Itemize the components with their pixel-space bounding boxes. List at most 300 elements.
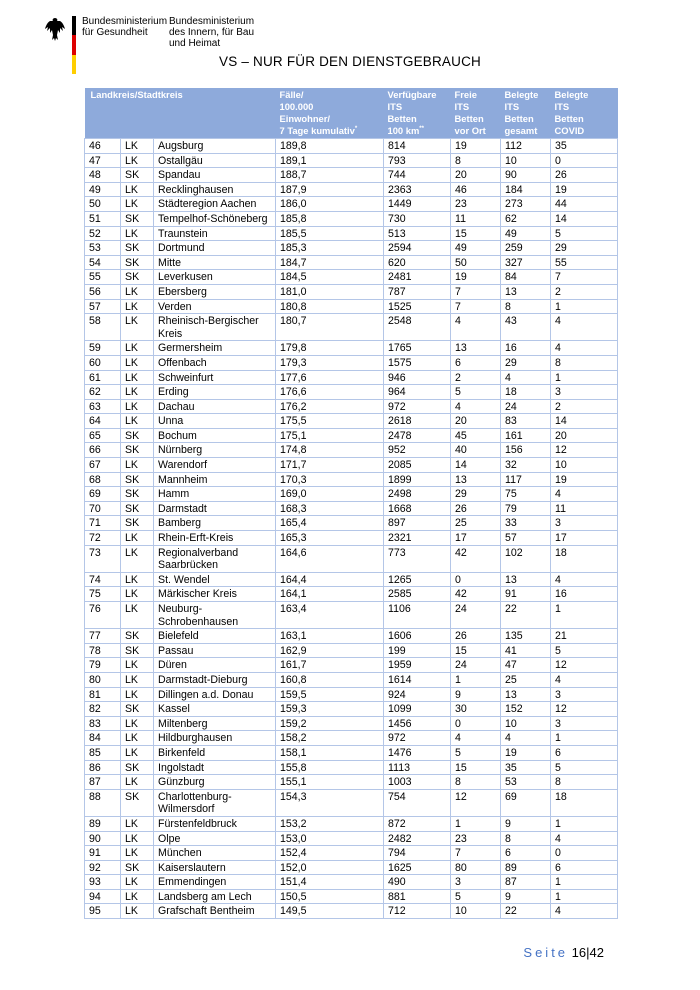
cell-type: LK [121,672,154,687]
cell-covid: 55 [551,255,618,270]
cell-covid: 1 [551,299,618,314]
cell-free: 23 [451,831,501,846]
table-row [85,672,618,687]
cell-rank: 64 [85,414,121,429]
cell-avail: 794 [384,846,451,861]
cell-free: 20 [451,168,501,183]
cell-occ: 10 [501,153,551,168]
cell-avail: 1456 [384,716,451,731]
cell-type: SK [121,643,154,658]
cell-free: 46 [451,182,501,197]
cell-free: 40 [451,443,501,458]
cell-avail: 972 [384,399,451,414]
cell-free: 0 [451,716,501,731]
cell-free: 13 [451,472,501,487]
cell-occ: 117 [501,472,551,487]
ministry-interior-label: Bundesministerium des Innern, für Bau und Heimat [169,16,255,49]
table-row [85,587,618,602]
cell-cases: 155,8 [276,760,384,775]
cell-name: München [154,846,276,861]
cell-type: LK [121,602,154,629]
cell-name: Kassel [154,702,276,717]
cell-covid: 35 [551,139,618,154]
cell-name: Olpe [154,831,276,846]
cell-rank: 58 [85,314,121,341]
cell-type: SK [121,255,154,270]
cell-type: LK [121,572,154,587]
cell-covid: 4 [551,572,618,587]
cell-name: Offenbach [154,355,276,370]
cell-name: Bielefeld [154,629,276,644]
cell-cases: 179,8 [276,341,384,356]
cell-occ: 75 [501,487,551,502]
cell-occ: 112 [501,139,551,154]
footer-separator: | [586,945,590,960]
cell-covid: 1 [551,731,618,746]
cell-free: 80 [451,860,501,875]
cell-covid: 1 [551,816,618,831]
cell-occ: 9 [501,889,551,904]
cell-name: Mitte [154,255,276,270]
cell-name: Dachau [154,399,276,414]
cell-name: Emmendingen [154,875,276,890]
cell-name: Bochum [154,428,276,443]
table-row [85,545,618,572]
cell-free: 49 [451,241,501,256]
cell-cases: 171,7 [276,458,384,473]
cell-covid: 1 [551,370,618,385]
cell-free: 26 [451,629,501,644]
cell-avail: 490 [384,875,451,890]
cell-type: SK [121,443,154,458]
cell-name: Ostallgäu [154,153,276,168]
cell-occ: 13 [501,284,551,299]
table-row [85,284,618,299]
cell-name: Grafschaft Bentheim [154,904,276,919]
cell-cases: 158,1 [276,745,384,760]
cell-covid: 5 [551,226,618,241]
cell-type: LK [121,545,154,572]
cell-occ: 69 [501,789,551,816]
cell-cases: 163,4 [276,602,384,629]
cell-cases: 164,4 [276,572,384,587]
cell-occ: 156 [501,443,551,458]
cell-covid: 44 [551,197,618,212]
cell-cases: 154,3 [276,789,384,816]
cell-avail: 754 [384,789,451,816]
cell-avail: 2548 [384,314,451,341]
cell-avail: 1614 [384,672,451,687]
table-row [85,255,618,270]
cell-rank: 74 [85,572,121,587]
table-row [85,443,618,458]
cell-covid: 3 [551,516,618,531]
table-row [85,904,618,919]
cell-type: LK [121,299,154,314]
cell-rank: 82 [85,702,121,717]
cell-name: Germersheim [154,341,276,356]
cell-name: Unna [154,414,276,429]
cell-type: LK [121,731,154,746]
cell-cases: 165,3 [276,531,384,546]
cell-name: Augsburg [154,139,276,154]
cell-avail: 1899 [384,472,451,487]
cell-avail: 881 [384,889,451,904]
cell-occ: 25 [501,672,551,687]
cell-avail: 2585 [384,587,451,602]
cell-rank: 73 [85,545,121,572]
cell-covid: 4 [551,831,618,846]
cell-rank: 47 [85,153,121,168]
cell-name: Landsberg am Lech [154,889,276,904]
table-row [85,487,618,502]
cell-free: 5 [451,385,501,400]
cell-covid: 4 [551,341,618,356]
cell-rank: 89 [85,816,121,831]
cell-name: Charlottenburg- Wilmersdorf [154,789,276,816]
cell-name: Passau [154,643,276,658]
cell-rank: 79 [85,658,121,673]
cell-type: LK [121,414,154,429]
table-row [85,458,618,473]
cell-type: LK [121,341,154,356]
cell-free: 14 [451,458,501,473]
cell-rank: 76 [85,602,121,629]
cell-avail: 1575 [384,355,451,370]
cell-name: Tempelhof-Schöneberg [154,211,276,226]
cell-name: Fürstenfeldbruck [154,816,276,831]
cell-free: 12 [451,789,501,816]
cell-avail: 1265 [384,572,451,587]
cell-cases: 177,6 [276,370,384,385]
cell-type: LK [121,385,154,400]
cell-avail: 730 [384,211,451,226]
cell-rank: 59 [85,341,121,356]
cell-cases: 152,0 [276,860,384,875]
table-row [85,775,618,790]
cell-occ: 43 [501,314,551,341]
table-row [85,531,618,546]
cell-avail: 2478 [384,428,451,443]
cell-free: 2 [451,370,501,385]
table-row [85,687,618,702]
table-row [85,472,618,487]
cell-covid: 20 [551,428,618,443]
cell-occ: 24 [501,399,551,414]
table-row [85,516,618,531]
page-footer [523,945,604,960]
cell-free: 17 [451,531,501,546]
cell-avail: 1668 [384,501,451,516]
cell-covid: 10 [551,458,618,473]
table-row [85,226,618,241]
cell-covid: 12 [551,658,618,673]
cell-name: Nürnberg [154,443,276,458]
cell-name: Märkischer Kreis [154,587,276,602]
column-header-occupied-beds: Belegte ITS Betten gesamt [501,88,551,139]
cell-free: 7 [451,299,501,314]
cell-avail: 2321 [384,531,451,546]
cell-name: Günzburg [154,775,276,790]
cell-avail: 946 [384,370,451,385]
cell-name: Leverkusen [154,270,276,285]
cell-rank: 55 [85,270,121,285]
cell-occ: 57 [501,531,551,546]
cell-covid: 7 [551,270,618,285]
cell-avail: 972 [384,731,451,746]
cell-free: 15 [451,760,501,775]
table-row [85,643,618,658]
cell-avail: 964 [384,385,451,400]
cell-covid: 21 [551,629,618,644]
cell-occ: 84 [501,270,551,285]
cell-cases: 175,5 [276,414,384,429]
cell-occ: 89 [501,860,551,875]
cell-free: 7 [451,846,501,861]
cell-occ: 33 [501,516,551,531]
cell-rank: 53 [85,241,121,256]
cell-cases: 164,6 [276,545,384,572]
cell-avail: 2085 [384,458,451,473]
cell-covid: 2 [551,284,618,299]
cell-cases: 189,1 [276,153,384,168]
table-row [85,629,618,644]
cell-type: SK [121,501,154,516]
cell-cases: 159,3 [276,702,384,717]
cell-type: SK [121,241,154,256]
table-row [85,370,618,385]
cell-cases: 155,1 [276,775,384,790]
table-row [85,241,618,256]
cell-free: 42 [451,587,501,602]
table-row [85,816,618,831]
cell-type: SK [121,789,154,816]
table-row [85,355,618,370]
cell-free: 19 [451,139,501,154]
cell-avail: 1099 [384,702,451,717]
cell-occ: 259 [501,241,551,256]
cell-type: LK [121,904,154,919]
cell-rank: 70 [85,501,121,516]
cell-rank: 77 [85,629,121,644]
cell-rank: 68 [85,472,121,487]
cell-free: 4 [451,399,501,414]
cell-cases: 175,1 [276,428,384,443]
cell-rank: 57 [85,299,121,314]
cell-type: SK [121,516,154,531]
table-row [85,428,618,443]
cell-occ: 4 [501,731,551,746]
column-header-covid-beds: Belegte ITS Betten COVID [551,88,618,139]
cell-cases: 160,8 [276,672,384,687]
table-row [85,414,618,429]
cell-cases: 170,3 [276,472,384,487]
cell-avail: 897 [384,516,451,531]
cell-occ: 22 [501,904,551,919]
cell-name: Darmstadt [154,501,276,516]
cell-occ: 8 [501,299,551,314]
cell-occ: 41 [501,643,551,658]
table-row [85,731,618,746]
cell-occ: 273 [501,197,551,212]
cell-avail: 1449 [384,197,451,212]
cell-rank: 80 [85,672,121,687]
cell-covid: 18 [551,545,618,572]
cell-name: Birkenfeld [154,745,276,760]
cell-occ: 32 [501,458,551,473]
cell-covid: 4 [551,314,618,341]
cell-rank: 61 [85,370,121,385]
cell-free: 6 [451,355,501,370]
cell-type: LK [121,846,154,861]
cell-cases: 185,3 [276,241,384,256]
cell-cases: 153,0 [276,831,384,846]
footer-page-total: 42 [589,945,604,960]
cell-occ: 152 [501,702,551,717]
cell-avail: 199 [384,643,451,658]
cell-rank: 60 [85,355,121,370]
cell-free: 25 [451,516,501,531]
cell-covid: 6 [551,745,618,760]
table-row [85,385,618,400]
cell-type: LK [121,314,154,341]
cell-type: LK [121,399,154,414]
cell-type: LK [121,370,154,385]
cell-cases: 184,7 [276,255,384,270]
cell-occ: 47 [501,658,551,673]
cell-cases: 162,9 [276,643,384,658]
column-header-available-beds: Verfügbare ITS Betten 100 km** [384,88,451,139]
column-header-cases: Fälle/ 100.000 Einwohner/ 7 Tage kumulativ* [276,88,384,139]
cell-avail: 2618 [384,414,451,429]
cell-free: 30 [451,702,501,717]
cell-type: SK [121,487,154,502]
table-header-row [85,88,618,139]
cell-avail: 1003 [384,775,451,790]
cell-name: Warendorf [154,458,276,473]
cell-cases: 180,8 [276,299,384,314]
cell-cases: 181,0 [276,284,384,299]
table-row [85,153,618,168]
cell-avail: 814 [384,139,451,154]
cell-covid: 14 [551,211,618,226]
cell-occ: 90 [501,168,551,183]
cell-avail: 2482 [384,831,451,846]
cell-covid: 26 [551,168,618,183]
cell-rank: 50 [85,197,121,212]
cell-rank: 69 [85,487,121,502]
cell-rank: 95 [85,904,121,919]
cell-rank: 90 [85,831,121,846]
cell-rank: 85 [85,745,121,760]
cell-rank: 54 [85,255,121,270]
cell-cases: 189,8 [276,139,384,154]
cell-type: LK [121,182,154,197]
cell-occ: 19 [501,745,551,760]
cell-type: LK [121,889,154,904]
cell-occ: 4 [501,370,551,385]
cell-name: Dillingen a.d. Donau [154,687,276,702]
cell-name: Ingolstadt [154,760,276,775]
cell-free: 3 [451,875,501,890]
cell-occ: 327 [501,255,551,270]
cell-type: SK [121,702,154,717]
cell-name: Düren [154,658,276,673]
cell-covid: 5 [551,643,618,658]
cell-covid: 14 [551,414,618,429]
cell-name: Rheinisch-Bergischer Kreis [154,314,276,341]
cell-free: 20 [451,414,501,429]
cell-occ: 62 [501,211,551,226]
table-row [85,314,618,341]
cell-free: 7 [451,284,501,299]
table-row [85,716,618,731]
cell-avail: 1959 [384,658,451,673]
cell-avail: 872 [384,816,451,831]
cell-covid: 3 [551,385,618,400]
cell-type: LK [121,226,154,241]
cell-covid: 6 [551,860,618,875]
cell-covid: 4 [551,904,618,919]
cell-rank: 75 [85,587,121,602]
cell-rank: 72 [85,531,121,546]
cell-type: SK [121,270,154,285]
cell-rank: 56 [85,284,121,299]
cell-rank: 84 [85,731,121,746]
cell-type: LK [121,284,154,299]
table-row [85,860,618,875]
cell-type: LK [121,153,154,168]
cell-avail: 1765 [384,341,451,356]
cell-type: LK [121,816,154,831]
cell-name: Rhein-Erft-Kreis [154,531,276,546]
cell-avail: 1113 [384,760,451,775]
cell-cases: 151,4 [276,875,384,890]
cell-rank: 48 [85,168,121,183]
cell-covid: 19 [551,472,618,487]
cell-occ: 22 [501,602,551,629]
cell-type: SK [121,629,154,644]
cell-covid: 12 [551,443,618,458]
table-row [85,572,618,587]
cell-occ: 13 [501,687,551,702]
cell-free: 23 [451,197,501,212]
cell-rank: 49 [85,182,121,197]
cell-cases: 149,5 [276,904,384,919]
federal-eagle-icon [44,16,66,42]
cell-cases: 152,4 [276,846,384,861]
cell-rank: 63 [85,399,121,414]
cell-free: 29 [451,487,501,502]
cell-occ: 35 [501,760,551,775]
cell-name: Traunstein [154,226,276,241]
cell-cases: 159,5 [276,687,384,702]
cell-free: 24 [451,602,501,629]
cell-type: LK [121,139,154,154]
cell-type: LK [121,587,154,602]
cell-avail: 744 [384,168,451,183]
district-incidence-table [84,88,618,919]
cell-covid: 5 [551,760,618,775]
cell-cases: 186,0 [276,197,384,212]
cell-cases: 180,7 [276,314,384,341]
cell-avail: 2363 [384,182,451,197]
cell-rank: 88 [85,789,121,816]
cell-type: SK [121,428,154,443]
cell-occ: 161 [501,428,551,443]
cell-free: 8 [451,153,501,168]
cell-cases: 188,7 [276,168,384,183]
